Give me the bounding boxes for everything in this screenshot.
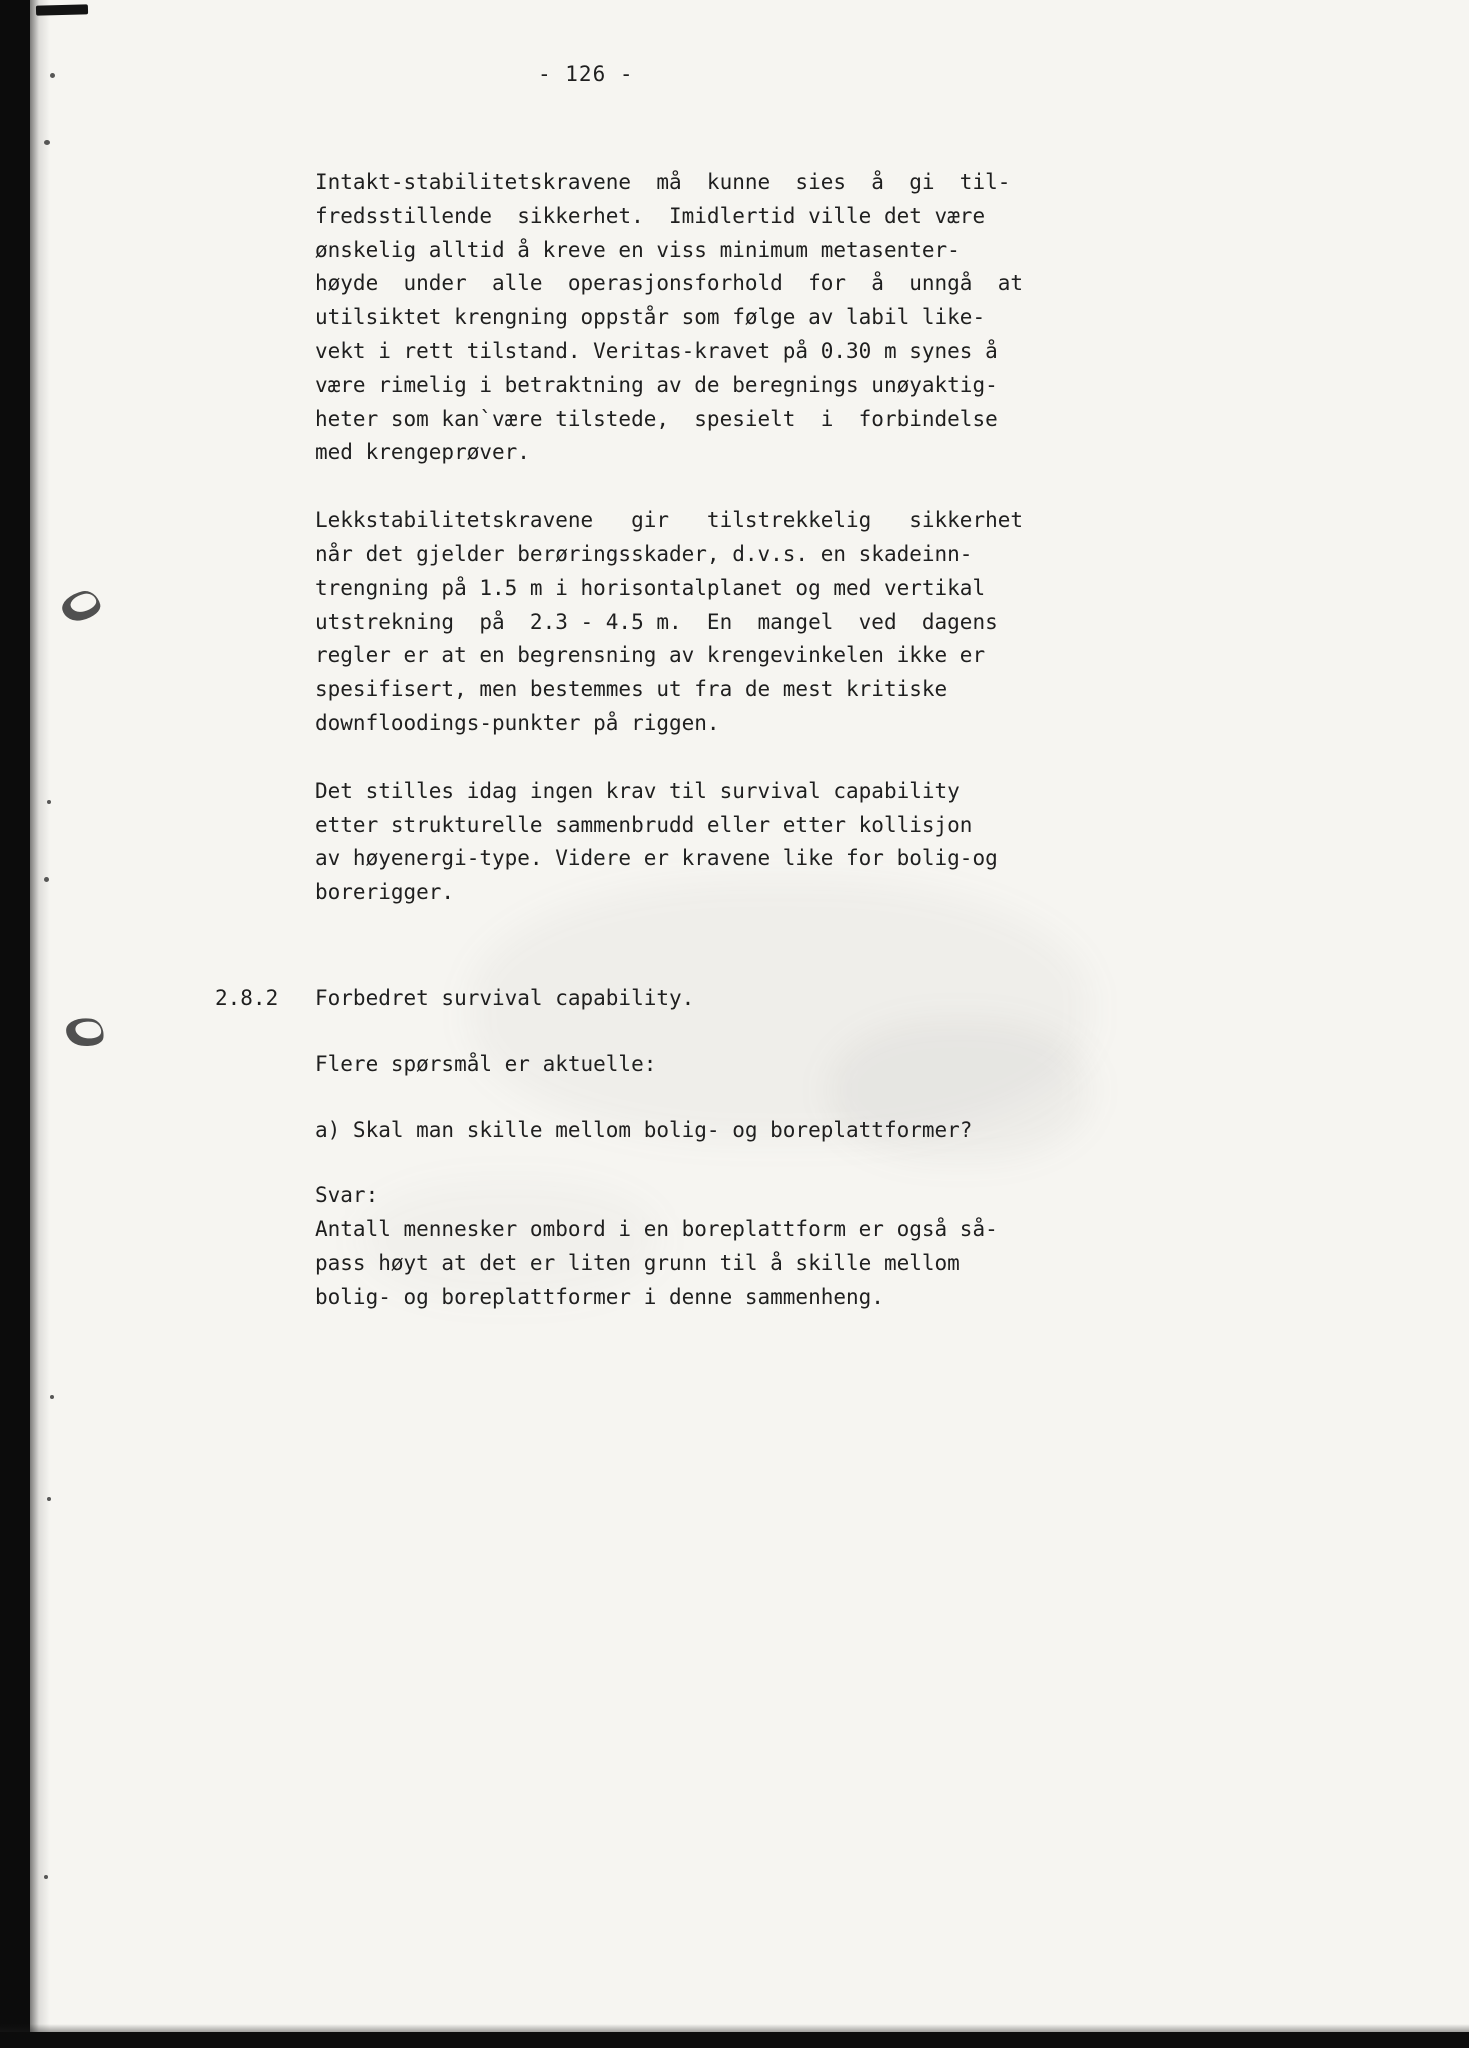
page-number: - 126 -	[538, 62, 634, 86]
scan-edge-left	[0, 0, 30, 2048]
section-title: Forbedret survival capability.	[315, 985, 695, 1010]
scan-corner-mark	[36, 4, 88, 15]
scan-edge-bottom	[0, 2032, 1469, 2048]
section-number: 2.8.2	[215, 985, 279, 1010]
text-line: spesifisert, men bestemmes ut fra de mest kritiske	[315, 677, 948, 702]
scan-speck	[44, 1875, 48, 1879]
answer-block	[315, 1179, 1175, 1314]
paragraph-intakt-stabilitet	[315, 166, 1175, 470]
text-line: Antall mennesker ombord i en boreplattform er også så-	[315, 1217, 998, 1242]
scan-speck	[47, 1497, 51, 1501]
text-line: av høyenergi-type. Videre er kravene like for bolig-og	[315, 846, 998, 871]
text-line: Intakt-stabilitetskravene må kunne sies å gi til-	[315, 170, 1011, 194]
text-line: Det stilles idag ingen krav til survival capability	[315, 778, 960, 803]
scan-speck	[44, 877, 49, 882]
text-line: med krengeprøver.	[315, 440, 530, 465]
text-line: vekt i rett tilstand. Veritas-kravet på 0.30 m synes å	[315, 338, 998, 363]
text-line: utilsiktet krengning oppstår som følge av labil like-	[315, 305, 986, 330]
ink-smudge	[64, 1015, 106, 1048]
paragraph-survival-krav	[315, 775, 1175, 910]
text-line: fredsstillende sikkerhet. Imidlertid ville det være	[315, 203, 986, 228]
text-line: ønskelig alltid å kreve en viss minimum metasenter-	[315, 237, 960, 262]
text-line: Lekkstabilitetskravene gir tilstrekkelig sikkerhet	[315, 508, 1024, 533]
scan-speck	[50, 1395, 54, 1399]
question-a: a) Skal man skille mellom bolig- og boreplattformer?	[315, 1117, 973, 1142]
text-line: pass høyt at det er liten grunn til å skille mellom	[315, 1250, 960, 1275]
text-line: når det gjelder berøringsskader, d.v.s. en skadeinn-	[315, 541, 973, 566]
text-line: bolig- og boreplattformer i denne sammenheng.	[315, 1284, 884, 1309]
text-line: heter som kan`være tilstede, spesielt i forbindelse	[315, 406, 998, 431]
text-line: utstrekning på 2.3 - 4.5 m. En mangel ved dagens	[315, 609, 998, 634]
text-line: være rimelig i betraktning av de beregnings unøyaktig-	[315, 372, 998, 397]
scan-edge-left-fade	[30, 0, 50, 2048]
ink-smudge	[59, 588, 103, 624]
text-line: etter strukturelle sammenbrudd eller etter kollisjon	[315, 812, 973, 837]
text-line: downfloodings-punkter på riggen.	[315, 710, 720, 735]
scan-speck	[47, 800, 51, 804]
scan-edge-bottom-fade	[0, 2024, 1469, 2032]
scan-speck	[44, 140, 50, 145]
text-line: borerigger.	[315, 880, 455, 905]
text-line: regler er at en begrensning av krengevinkelen ikke er	[315, 643, 986, 668]
section-heading	[215, 982, 1175, 1016]
paragraph-lekkstabilitet	[315, 504, 1175, 741]
document-body	[215, 166, 1175, 1315]
scan-speck	[50, 73, 55, 78]
paragraph-flere-sporsmal: Flere spørsmål er aktuelle:	[315, 1051, 657, 1076]
text-line: høyde under alle operasjonsforhold for å unngå at	[315, 271, 1024, 296]
answer-label: Svar:	[315, 1183, 379, 1208]
text-line: trengning på 1.5 m i horisontalplanet og med vertikal	[315, 575, 986, 600]
